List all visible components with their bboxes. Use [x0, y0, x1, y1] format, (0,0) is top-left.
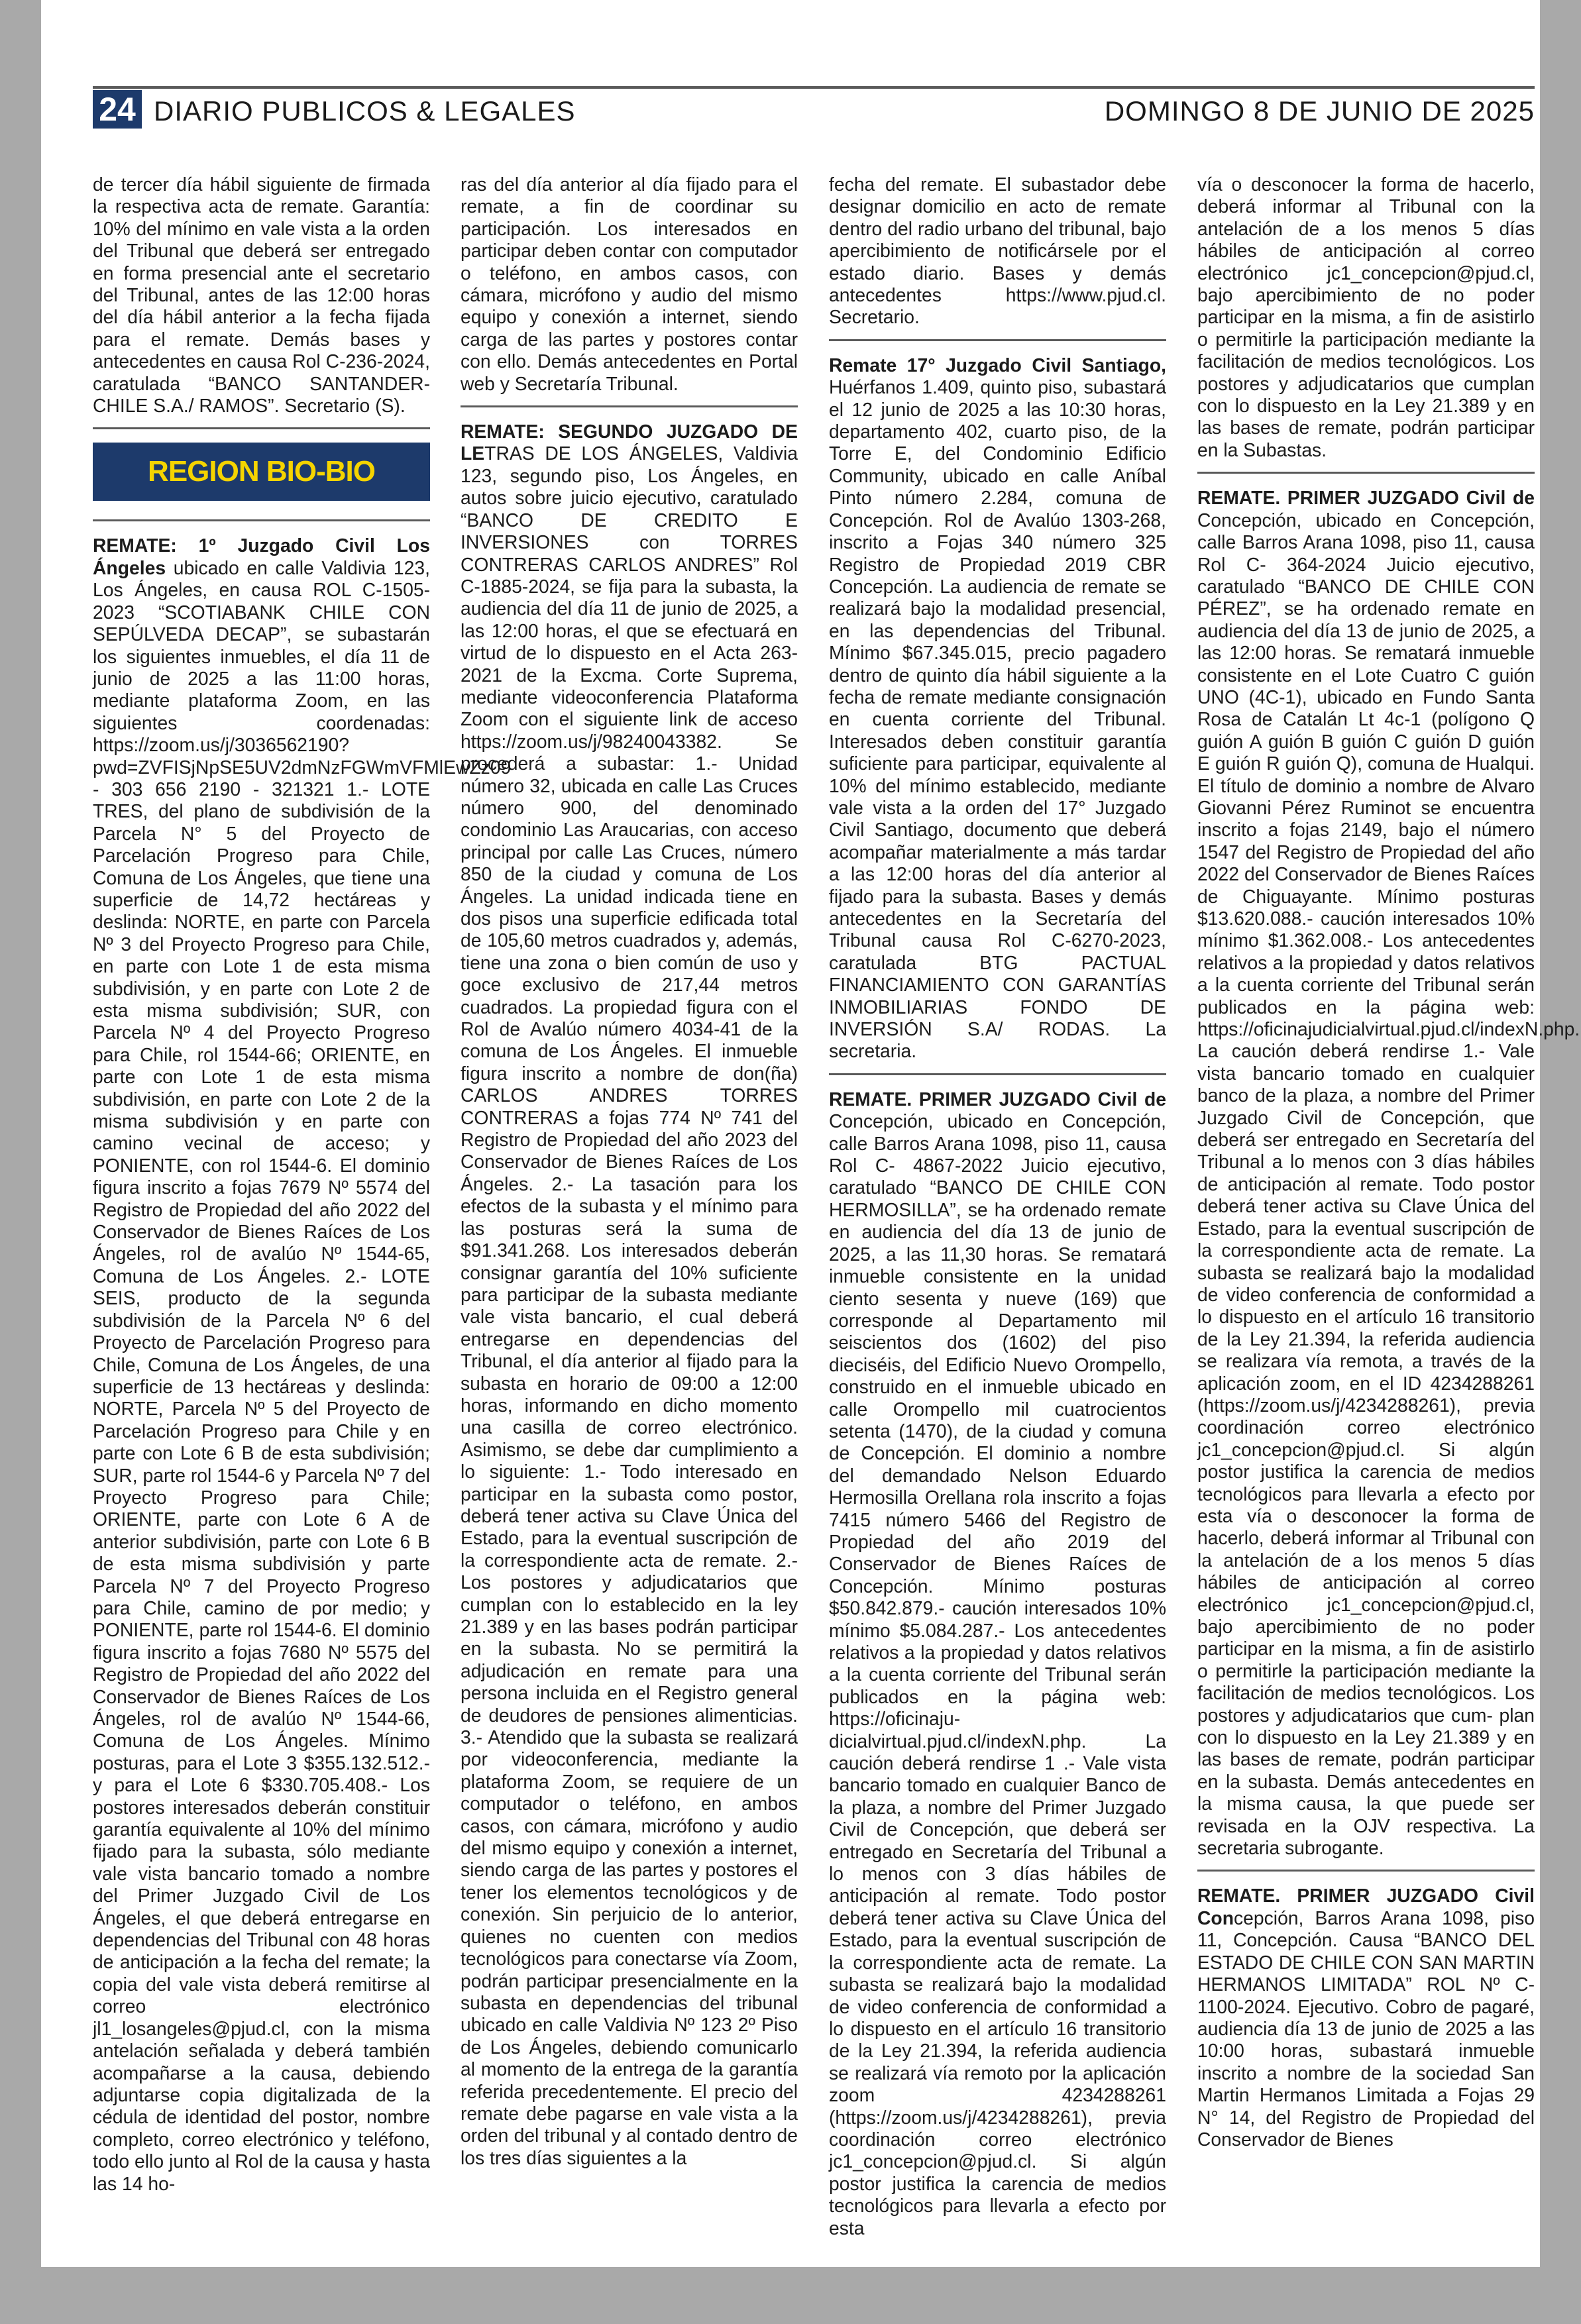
column-divider — [1197, 1870, 1535, 1872]
publication-date: DOMINGO 8 DE JUNIO DE 2025 — [1104, 95, 1535, 127]
notice-continuation: ras del día anterior al día fijado para el remate, a fin de coordinar su participación. Los interesados en participar deben contar con computador o teléfono, en ambos casos, con cámara, micrófono y audio del mismo equipo y conexión a internet, siendo carga de las partes y postores contar con ello. Demás antecedentes en Portal web y Secretaría Tribunal. — [461, 174, 798, 394]
column-3 — [829, 174, 1166, 2247]
column-1 — [93, 174, 512, 2247]
notice-body: ubicado en calle Valdivia 123, Los Ángeles, en causa ROL C-1505-2023 “SCOTIABANK CHILE CON SEPÚLVEDA DECAP”, se subastarán los siguientes inmuebles, el día 11 de junio de 2025 a las 11:00 horas, mediante plataforma Zoom, en las siguientes coordenadas: https://zoom.us/j/3036562190?pwd=ZVFISjNpSE5UV2dmNzFGWmVFMlEwZz09 - 303 656 2190 - 321321 1.- LOTE TRES, del plano de subdivisión de la Parcela N° 5 del Proyecto de Parcelación Progreso para Chile, Comuna de Los Ángeles, que tiene una superficie de 14,72 hectáreas y deslinda: NORTE, en parte con Parcela Nº 3 del Proyecto Progreso para Chile, en parte con Lote 1 de esta misma subdivisión, y en parte con Lote 2 de esta misma subdivisión; SUR, con Parcela Nº 4 del Proyecto Progreso para Chile, rol 1544-66; ORIENTE, en parte con Lote 1 de esta misma subdivisión, en parte con Lote 2 de la misma subdivisión y en parte con camino vecinal de acceso; y PONIENTE, con rol 1544-6. El dominio figura inscrito a fojas 7679 Nº 5574 del Registro de Propiedad del año 2022 del Conservador de Bienes Raíces de Los Ángeles, rol de avalúo Nº 1544-65, Comuna de Los Ángeles. 2.- LOTE SEIS, producto de la segunda subdivisión de la Parcela Nº 6 del Proyecto de Parcelación Progreso para Chile, Comuna de Los Ángeles, de una superficie de 13 hectáreas y deslinda: NORTE, Parcela Nº 5 del Proyecto de Parcelación Progreso para Chile y en parte con Lote 6 B de esta subdivisión; SUR, parte rol 1544-6 y Parcela Nº 7 del Proyecto Progreso para Chile; ORIENTE, parte con Lote 6 A de anterior subdivisión, parte con Lote 6 B de esta misma subdivisión y parte Parcela Nº 7 del Proyecto Progreso para Chile, camino de por medio; y PONIENTE, parte rol 1544-6. El dominio figura inscrito a fojas 7680 Nº 5575 del Registro de Propiedad del año 2022 del Conservador de Bienes Raíces de Los Ángeles, rol de avalúo Nº 1544-66, Comuna de Los Ángeles. Mínimo posturas, para el Lote 3 $355.132.512.- y para el Lote 6 $330.705.408.- Los postores interesados deberán constituir garantía equivalente al 10% del mínimo fijado para la subasta, sólo mediante vale vista bancario tomado a nombre del Primer Juzgado Civil de Los Ángeles, el que deberá entregarse en dependencias del Tribunal con 48 horas de anticipación a la fecha del remate; la copia del vale vista deberá remitirse al correo electrónico jl1_losangeles@pjud.cl, con la misma antelación señalada y deberá también acompañarse a la causa, debiendo adjuntarse copia digitalizada de la cédula de identidad del postor, nombre completo, correo electrónico y teléfono, todo ello junto al Rol de la causa y hasta las 14 ho- — [93, 556, 512, 2194]
classified-columns — [93, 174, 1580, 2247]
notice-continuation: fecha del remate. El subastador debe designar domicilio en acto de remate dentro del radio urbano del tribunal, bajo apercibimiento de notificársele por el estado diario. Bases y demás antecedentes https://www.pjud.cl. Secretario. — [829, 174, 1166, 328]
legal-notice — [1197, 487, 1580, 1859]
column-divider — [829, 1073, 1166, 1075]
notice-body: TRAS DE LOS ÁNGELES, Valdivia 123, segundo piso, Los Ángeles, en autos sobre juicio ejecutivo, caratulado “BANCO DE CREDITO E INVERSIONES con TORRES CONTRERAS CARLOS ANDRES” Rol C-1885-2024, se fija para la subasta, la audiencia del día 11 de junio de 2025, a las 12:00 horas, el que se efectuará en virtud de lo dispuesto en el Acta 263- 2021 de la Excma. Corte Suprema, mediante videoconferencia Plataforma Zoom con el siguiente link de acceso https://zoom.us/j/98240043382. Se procederá a subastar: 1.- Unidad número 32, ubicada en calle Las Cruces número 900, del denominado condominio Las Araucarias, con acceso principal por calle Las Cruces, número 850 de la ciudad y comuna de Los Ángeles. La unidad indicada tiene en dos pisos una superficie edificada total de 105,60 metros cuadrados y, además, tiene una zona o bien común de uso y goce exclusivo de 217,44 metros cuadrados. La propiedad figura con el Rol de Avalúo número 4034-41 de la comuna de Los Ángeles. El inmueble figura inscrito a nombre de don(ña) CARLOS ANDRES TORRES CONTRERAS a fojas 774 Nº 741 del Registro de Propiedad del año 2023 del Conservador de Bienes Raíces de Los Ángeles. 2.- La tasación para los efectos de la subasta y el mínimo para las posturas será la suma de $91.341.268. Los interesados deberán consignar garantía del 10% suficiente para participar de la subasta mediante vale vista bancario, el cual deberá entregarse en dependencias del Tribunal, el día anterior al fijado para la subasta en horario de 09:00 a 12:00 horas, informando en dicho momento una casilla de correo electrónico. Asimismo, se debe dar cumplimiento a lo siguiente: 1.- Todo interesado en participar en la subasta como postor, deberá tener activa su Clave Única del Estado, para la eventual suscripción de la correspondiente acta de remate. 2.- Los postores y adjudicatarios que cumplan con lo establecido en la ley 21.389 y en las bases podrán participar en la subasta. No se permitirá la adjudicación en remate para una persona incluida en el Registro general de deudores de pensiones alimenticias. 3.- Atendido que la subasta se realizará por videoconferencia, mediante la plataforma Zoom, se requiere de un computador o teléfono, en ambos casos, con cámara, micrófono y audio del mismo equipo y conexión a internet, siendo carga de las partes y postores el tener los elementos tecnológicos y de conexión. Sin perjuicio de lo anterior, quienes no cuenten con medios tecnológicos para conectarse vía Zoom, podrán participar presencialmente en la subasta en dependencias del tribunal ubicado en calle Valdivia Nº 123 2º Piso de Los Ángeles, debiendo comunicarlo al momento de la entrega de la garantía referida precedentemente. El precio del remate debe pagarse en vale vista a la orden del tribunal y al contado dentro de los tres días siguientes a la — [461, 443, 798, 2168]
legal-notice — [829, 354, 1166, 1063]
notice-body: Concepción, ubicado en Concepción, calle Barros Arana 1098, piso 11, causa Rol C- 364-2024 Juicio ejecutivo, caratulado “BANCO DE CHILE CON PÉREZ”, se ha ordenado remate en audiencia del día 13 de junio de 2025, a las 12:00 horas. Se rematará inmueble consistente en el Lote Cuatro C guión UNO (4C-1), ubicado en Fundo Santa Rosa de Catalán Lt 4c-1 (polígono Q guión A guión B guión C guión D guión E guión R guión Q), comuna de Hualqui. El título de dominio a nombre de Alvaro Giovanni Pérez Ruminot se encuentra inscrito a fojas 2149, bajo el número 1547 del Registro de Propiedad del año 2022 del Conservador de Bienes Raíces de Chiguayante. Mínimo posturas $13.620.088.- caución interesados 10% mínimo $1.362.008.- Los antecedentes relativos a la propiedad y datos relativos a la cuenta corriente del Tribunal serán publicados en la página web: https://oficinajudicialvirtual.pjud.cl/indexN.php. La caución deberá rendirse 1.- Vale vista bancario tomado en cualquier banco de la plaza, a nombre del Primer Juzgado Civil de Concepción, que deberá ser entregado en Secretaría del Tribunal a lo menos con 3 días hábiles de anticipación al remate. Todo postor deberá tener activa su Clave Única del Estado, para la eventual suscripción de la correspondiente acta de remate. La subasta se realizará bajo la modalidad de video conferencia de conformidad a lo dispuesto en el artículo 16 transitorio de la Ley 21.394, la referida audiencia se realizara vía remota, a través de la aplicación zoom, en el ID 4234288261 (https://zoom.us/j/4234288261), previa coordinación correo electrónico jc1_concepcion@pjud.cl. Si algún postor justifica la carencia de medios tecnológicos para llevarla a efecto por esta vía o desconocer la forma de hacerlo, deberá informar al Tribunal con la antelación de a los menos 5 días hábiles de anticipación al correo electrónico jc1_concepcion@pjud.cl, bajo apercibimiento de no poder participar en la misma, a fin de asistirlo o permitirle la participación mediante la facilitación de medios tecnológicos. Los postores y adjudicatarios que cum- plan con lo dispuesto en la Ley 21.389 y en las bases de remate, podrán participar en la subasta. Demás antecedentes en la misma causa, la que puede ser revisada en la OJV respectiva. La secretaria subrogante. — [1197, 509, 1580, 1859]
publication-name: DIARIO PUBLICOS & LEGALES — [154, 95, 576, 127]
notice-heading: REMATE: 1º Juzgado Civil Los Ángeles — [93, 535, 430, 578]
notice-heading: Remate 17° Juzgado Civil Santiago, — [829, 354, 1166, 376]
page-number: 24 — [93, 90, 142, 129]
bottom-margin-band — [0, 2267, 1581, 2324]
page-header — [93, 86, 1535, 130]
column-divider — [1197, 472, 1535, 474]
notice-continuation: de tercer día hábil siguiente de firmada la respectiva acta de remate. Garantía: 10% del mínimo en vale vista a la orden del Tribunal que deberá ser entregado en forma presencial ante el secretario del Tribunal, antes de las 12:00 horas del día hábil anterior a la fecha fijada para el remate. Demás bases y antecedentes en causa Rol C-236-2024, caratulada “BANCO SANTANDER-CHILE S.A./ RAMOS”. Secretario (S). — [93, 174, 430, 417]
column-4 — [1197, 174, 1580, 2247]
legal-notice — [829, 1088, 1166, 2239]
notice-heading: REMATE: SEGUNDO JUZGADO DE LE — [461, 421, 798, 464]
notice-body: Concepción, ubicado en Concepción, calle Barros Arana 1098, piso 11, causa Rol C- 4867-2022 Juicio ejecutivo, caratulado “BANCO DE CHILE CON HERMOSILLA”, se ha ordenado remate en audiencia del día 13 de junio de 2025, a las 11,30 horas. Se rematará inmueble consistente en la unidad ciento sesenta y nueve (169) que corresponde al Departamento mil seiscientos dos (1602) del piso dieciséis, del Edificio Nuevo Orompello, construido en el inmueble ubicado en calle Orompello mil cuatrocientos setenta (1470), de la ciudad y comuna de Concepción. El dominio a nombre del demandado Nelson Eduardo Hermosilla Orellana rola inscrito a fojas 7415 número 5466 del Registro de Propiedad del año 2019 del Conservador de Bienes Raíces de Concepción. Mínimo posturas $50.842.879.- caución interesados 10% mínimo $5.084.287.- Los antecedentes relativos a la propiedad y datos relativos a la cuenta corriente del Tribunal serán publicados en la página web: https://oficinaju- dicialvirtual.pjud.cl/indexN.php. La caución deberá rendirse 1 .- Vale vista bancario tomado en cualquier Banco de la plaza, a nombre del Primer Juzgado Civil de Concepción, que deberá ser entregado en Secretaría del Tribunal a lo menos con 3 días hábiles de anticipación al remate. Todo postor deberá tener activa su Clave Única del Estado, para la eventual suscripción de la correspondiente acta de remate. La subasta se realizará bajo la modalidad de video conferencia de conformidad a lo dispuesto en el artículo 16 transitorio de la Ley 21.394, la referida audiencia se realizará vía remoto por la aplicación zoom 4234288261 (https://zoom.us/j/4234288261), previa coordinación correo electrónico jc1_concepcion@pjud.cl. Si algún postor justifica la carencia de medios tecnológicos para llevarla a efecto por esta — [829, 1110, 1166, 2239]
notice-body: cepción, Barros Arana 1098, piso 11, Concepción. Causa “BANCO DEL ESTADO DE CHILE CON SAN MARTIN HERMANOS LIMITADA” ROL Nº C-1100-2024. Ejecutivo. Cobro de pagaré, audiencia día 13 de junio de 2025 a las 10:00 horas, subastará inmueble inscrito a nombre de la sociedad San Martin Hermanos Limitada a Fojas 29 N° 14, del Registro de Propiedad del Conservador de Bienes — [1197, 1907, 1535, 2150]
legal-notice — [461, 421, 798, 2169]
notice-heading: REMATE. PRIMER JUZGADO Civil Con — [1197, 1885, 1535, 1928]
column-divider — [829, 339, 1166, 341]
legal-notice — [1197, 1885, 1535, 2150]
column-divider — [461, 405, 798, 407]
column-divider — [93, 427, 430, 429]
notice-heading: REMATE. PRIMER JUZGADO Civil de — [1197, 487, 1535, 509]
notice-continuation: vía o desconocer la forma de hacerlo, deberá informar al Tribunal con la antelación de a los menos 5 días hábiles de anticipación al correo electrónico jc1_concepcion@pjud.cl, bajo apercibimiento de no poder participar en la misma, a fin de asistirlo o permitirle la participación mediante la facilitación de medios tecnológicos. Los postores y adjudicatarios que cumplan con lo dispuesto en la Ley 21.389 y en las bases de remate, podrán participar en la Subastas. — [1197, 174, 1535, 460]
notice-body: Huérfanos 1.409, quinto piso, subastará el 12 junio de 2025 a las 10:30 horas, departamento 402, cuarto piso, de la Torre E, del Condominio Edificio Community, ubicado en calle Aníbal Pinto número 2.284, comuna de Concepción. Rol de Avalúo 1303-268, inscrito a Fojas 340 número 325 Registro de Propiedad 2019 CBR Concepción. La audiencia de remate se realizará bajo la modalidad presencial, en las dependencias del Tribunal. Mínimo $67.345.015, precio pagadero dentro de quinto día hábil siguiente a la fecha de remate mediante consignación en cuenta corriente del Tribunal. Interesados deben constituir garantía suficiente para participar, equivalente al 10% del mínimo establecido, mediante vale vista a la orden del 17° Juzgado Civil Santiago, documento que deberá acompañar materialmente a más tardar a las 12:00 horas del día anterior al fijado para la subasta. Bases y demás antecedentes en la Secretaría del Tribunal causa Rol C-6270-2023, caratulada BTG PACTUAL FINANCIAMIENTO CON GARANTÍAS INMOBILIARIAS FONDO DE INVERSIÓN S.A/ RODAS. La secretaria. — [829, 376, 1166, 1062]
region-heading: REGION BIO-BIO — [93, 443, 430, 501]
legal-notice — [93, 535, 512, 2194]
column-2 — [461, 174, 798, 2247]
notice-heading: REMATE. PRIMER JUZGADO Civil de — [829, 1088, 1166, 1110]
column-divider — [93, 519, 430, 521]
